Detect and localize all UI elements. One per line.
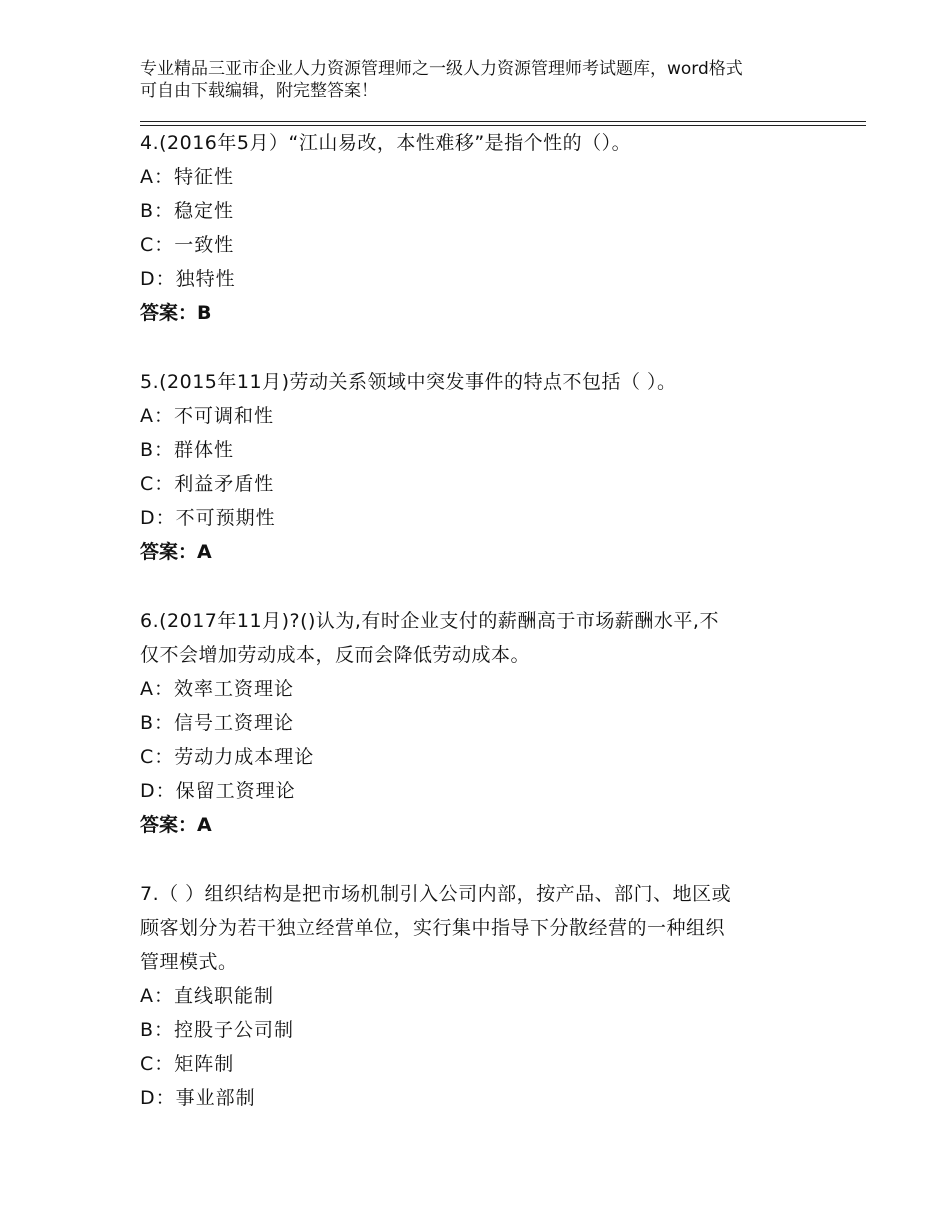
question-stem-line-2: 仅不会增加劳动成本，反而会降低劳动成本。 <box>140 644 531 666</box>
answer: 答案：B <box>140 302 212 324</box>
option-d: D：事业部制 <box>140 1087 256 1109</box>
option-a: A：特征性 <box>140 166 234 188</box>
answer: 答案：A <box>140 541 212 563</box>
question-stem-line-1: 6.(2017年11月)?()认为,有时企业支付的薪酬高于市场薪酬水平,不 <box>140 610 719 632</box>
question-stem: 5.(2015年11月)劳动关系领域中突发事件的特点不包括（ ）。 <box>140 371 677 393</box>
answer: 答案：A <box>140 814 212 836</box>
option-a: A：效率工资理论 <box>140 678 294 700</box>
option-b: B：群体性 <box>140 439 235 461</box>
option-c: C：利益矛盾性 <box>140 473 275 495</box>
option-b: B：稳定性 <box>140 200 235 222</box>
option-c: C：劳动力成本理论 <box>140 746 315 768</box>
option-c: C：一致性 <box>140 234 235 256</box>
question-stem: 4.(2016年5月）“江山易改，本性难移”是指个性的（）。 <box>140 132 632 154</box>
option-a: A：不可调和性 <box>140 405 274 427</box>
option-b: B：信号工资理论 <box>140 712 295 734</box>
option-a: A：直线职能制 <box>140 985 274 1007</box>
option-d: D：不可预期性 <box>140 507 276 529</box>
option-d: D：独特性 <box>140 268 236 290</box>
header-line-2: 可自由下载编辑，附完整答案！ <box>140 81 378 101</box>
header-line-1: 专业精品三亚市企业人力资源管理师之一级人力资源管理师考试题库，word格式 <box>140 59 743 79</box>
question-stem-line-3: 管理模式。 <box>140 951 238 973</box>
header-rule-top <box>140 121 866 122</box>
option-d: D：保留工资理论 <box>140 780 296 802</box>
question-stem-line-1: 7.（ ）组织结构是把市场机制引入公司内部，按产品、部门、地区或 <box>140 883 732 905</box>
document-header <box>140 58 840 102</box>
option-c: C：矩阵制 <box>140 1053 235 1075</box>
option-b: B：控股子公司制 <box>140 1019 295 1041</box>
question-stem-line-2: 顾客划分为若干独立经营单位，实行集中指导下分散经营的一种组织 <box>140 917 726 939</box>
